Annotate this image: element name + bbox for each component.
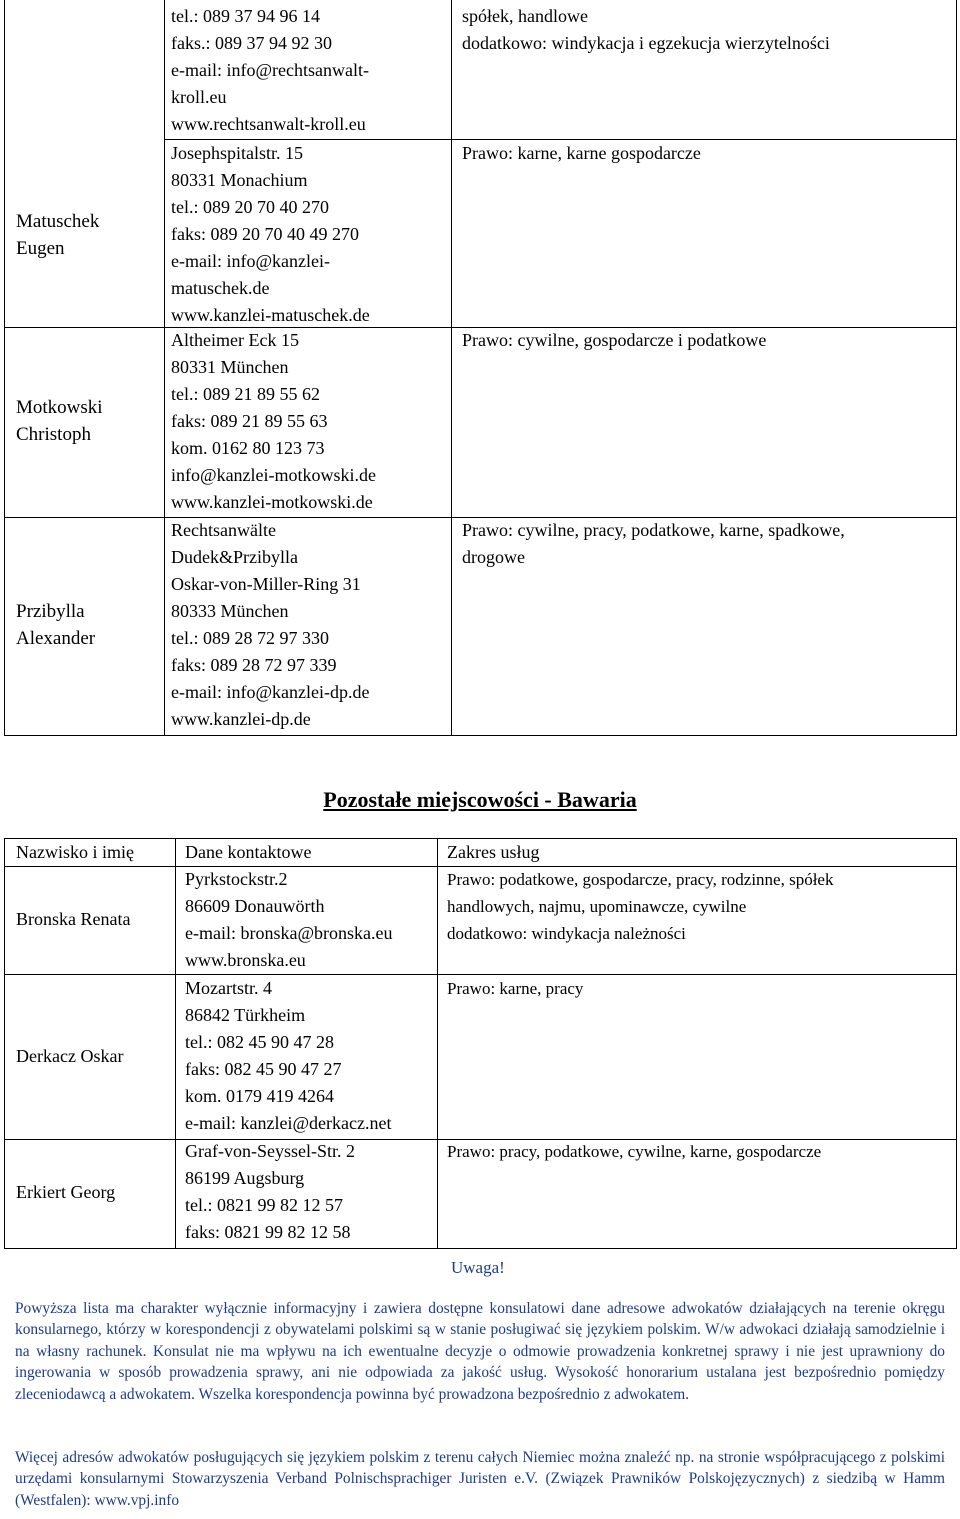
fax-line: faks: 082 45 90 47 27 xyxy=(185,1059,342,1079)
email-line: e-mail: info@rechtsanwalt- xyxy=(171,60,369,80)
phone-line: tel.: 089 20 70 40 270 xyxy=(171,197,329,217)
header-contact: Dane kontaktowe xyxy=(185,842,312,862)
phone-line: tel.: 089 21 89 55 62 xyxy=(171,384,320,404)
contact-cell xyxy=(171,517,370,733)
lawyer-name xyxy=(16,208,99,262)
email-line: e-mail: info@kanzlei-dp.de xyxy=(171,682,370,702)
column-divider xyxy=(164,0,165,735)
disclaimer-paragraph: Powyższa lista ma charakter wyłącznie informacyjny i zawiera dostępne konsulatowi dane adresowe adwokatów działających na terenie okręgu konsularnego, którzy w korespondencji z obywatelami polskimi są w stanie posługiwać się językiem polskim. W/w adwokaci działają samodzielnie i na własny rachunek. Konsulat nie ma wpływu na ich ewentualne decyzje o odmowie prowadzenia konkretnej sprawy i nie jest uprawniony do ingerowania w sposób prowadzenia sprawy, ani nie odpowiada za jakość usług. Wysokość honorarium ustalana jest bezpośrednio pomiędzy zleceniodawcą a adwokatem. Wszelka korespondencja powinna być prowadzona bezpośrednio z adwokatem. xyxy=(15,1300,945,1403)
website-line: www.kanzlei-dp.de xyxy=(171,709,311,729)
fax-line: faks: 089 21 89 55 63 xyxy=(171,411,328,431)
firm-line: Rechtsanwälte xyxy=(171,520,276,540)
full-name: Erkiert Georg xyxy=(16,1182,116,1202)
phone-line: tel.: 0821 99 82 12 57 xyxy=(185,1195,343,1215)
services-line: Prawo: cywilne, gospodarcze i podatkowe xyxy=(462,330,767,350)
website-line: www.rechtsanwalt-kroll.eu xyxy=(171,114,366,134)
fax-line: faks: 089 20 70 40 49 270 xyxy=(171,224,359,244)
surname: Matuschek xyxy=(16,211,100,232)
notice-label: Uwaga! xyxy=(451,1258,505,1277)
fax-line: faks: 089 28 72 97 339 xyxy=(171,655,337,675)
services-cell xyxy=(462,517,845,571)
email-line: info@kanzlei-motkowski.de xyxy=(171,465,377,485)
contact-cell xyxy=(171,140,370,329)
section-title: Pozostałe miejscowości - Bawaria xyxy=(323,787,637,812)
column-divider xyxy=(451,0,452,735)
lawyer-name xyxy=(16,598,95,652)
contact-line: tel.: 089 37 94 96 14 xyxy=(171,6,320,26)
services-cell xyxy=(462,140,701,167)
contact-line: faks.: 089 37 94 92 30 xyxy=(171,33,332,53)
contact-cell xyxy=(171,327,376,516)
address-line: Graf-von-Seyssel-Str. 2 xyxy=(185,1141,355,1161)
services-cell xyxy=(462,3,830,57)
address-line: 80331 München xyxy=(171,357,289,377)
header-services: Zakres usług xyxy=(447,842,540,862)
column-divider xyxy=(437,839,438,1248)
services-line: dodatkowo: windykacja należności xyxy=(447,924,686,943)
address-line: Pyrkstockstr.2 xyxy=(185,869,288,889)
address-line: 80331 Monachium xyxy=(171,170,308,190)
services-cell xyxy=(447,1138,821,1165)
contact-cell xyxy=(171,3,369,138)
address-line: Oskar-von-Miller-Ring 31 xyxy=(171,574,361,594)
website-line: www.kanzlei-motkowski.de xyxy=(171,492,373,512)
services-line: Prawo: cywilne, pracy, podatkowe, karne, spadkowe, xyxy=(462,520,845,540)
website-line: www.bronska.eu xyxy=(185,950,306,970)
services-line: Prawo: karne, pracy xyxy=(447,979,584,998)
first-name: Eugen xyxy=(16,238,65,259)
email-line: e-mail: info@kanzlei- xyxy=(171,251,331,271)
services-line: Prawo: karne, karne gospodarcze xyxy=(462,143,701,163)
address-line: Altheimer Eck 15 xyxy=(171,330,299,350)
contact-cell xyxy=(185,1138,355,1246)
contact-cell xyxy=(185,866,393,974)
email-line: matuschek.de xyxy=(171,278,270,298)
lawyer-name xyxy=(16,1179,115,1206)
services-cell xyxy=(462,327,766,354)
lawyer-name xyxy=(16,394,103,448)
header-name: Nazwisko i imię xyxy=(16,842,134,862)
address-line: 80333 München xyxy=(171,601,289,621)
lawyer-name xyxy=(16,1043,123,1070)
mobile-line: kom. 0179 419 4264 xyxy=(185,1086,335,1106)
full-name: Derkacz Oskar xyxy=(16,1046,124,1066)
services-line: Prawo: pracy, podatkowe, cywilne, karne, gospodarcze xyxy=(447,1142,822,1161)
fax-line: faks: 0821 99 82 12 58 xyxy=(185,1222,351,1242)
lawyers-table-continued xyxy=(4,0,957,736)
phone-line: tel.: 089 28 72 97 330 xyxy=(171,628,329,648)
firm-line: Dudek&Przibylla xyxy=(171,547,298,567)
address-line: Mozartstr. 4 xyxy=(185,978,272,998)
services-line: dodatkowo: windykacja i egzekucja wierzytelności xyxy=(462,33,830,53)
email-line: e-mail: kanzlei@derkacz.net xyxy=(185,1113,392,1133)
services-line: drogowe xyxy=(462,547,525,567)
surname: Motkowski xyxy=(16,397,103,418)
surname: Przibylla xyxy=(16,601,85,622)
services-cell xyxy=(447,975,583,1002)
mobile-line: kom. 0162 80 123 73 xyxy=(171,438,325,458)
services-line: handlowych, najmu, upominawcze, cywilne xyxy=(447,897,747,916)
lawyers-table-bavaria xyxy=(4,838,957,1249)
address-line: 86842 Türkheim xyxy=(185,1005,306,1025)
address-line: 86609 Donauwörth xyxy=(185,896,325,916)
address-line: Josephspitalstr. 15 xyxy=(171,143,304,163)
more-info-paragraph: Więcej adresów adwokatów posługujących się językiem polskim z terenu całych Niemiec można znaleźć np. na stronie współpracującego z polskimi urzędami konsularnymi Stowarzyszenia Verband Polnischsprachiger Juristen e.V. (Związek Prawników Polskojęzycznych) z siedzibą w Hamm (Westfalen): www.vpj.info xyxy=(15,1449,945,1509)
lawyer-name xyxy=(16,906,130,933)
services-cell xyxy=(447,866,833,947)
services-line: Prawo: podatkowe, gospodarcze, pracy, rodzinne, spółek xyxy=(447,870,834,889)
column-divider xyxy=(175,839,176,1248)
email-line: e-mail: bronska@bronska.eu xyxy=(185,923,393,943)
full-name: Bronska Renata xyxy=(16,909,131,929)
first-name: Alexander xyxy=(16,628,96,649)
contact-cell xyxy=(185,975,391,1137)
website-line: www.kanzlei-matuschek.de xyxy=(171,305,370,325)
services-line: spółek, handlowe xyxy=(462,6,588,26)
phone-line: tel.: 082 45 90 47 28 xyxy=(185,1032,334,1052)
email-line: kroll.eu xyxy=(171,87,227,107)
first-name: Christoph xyxy=(16,424,91,445)
address-line: 86199 Augsburg xyxy=(185,1168,305,1188)
